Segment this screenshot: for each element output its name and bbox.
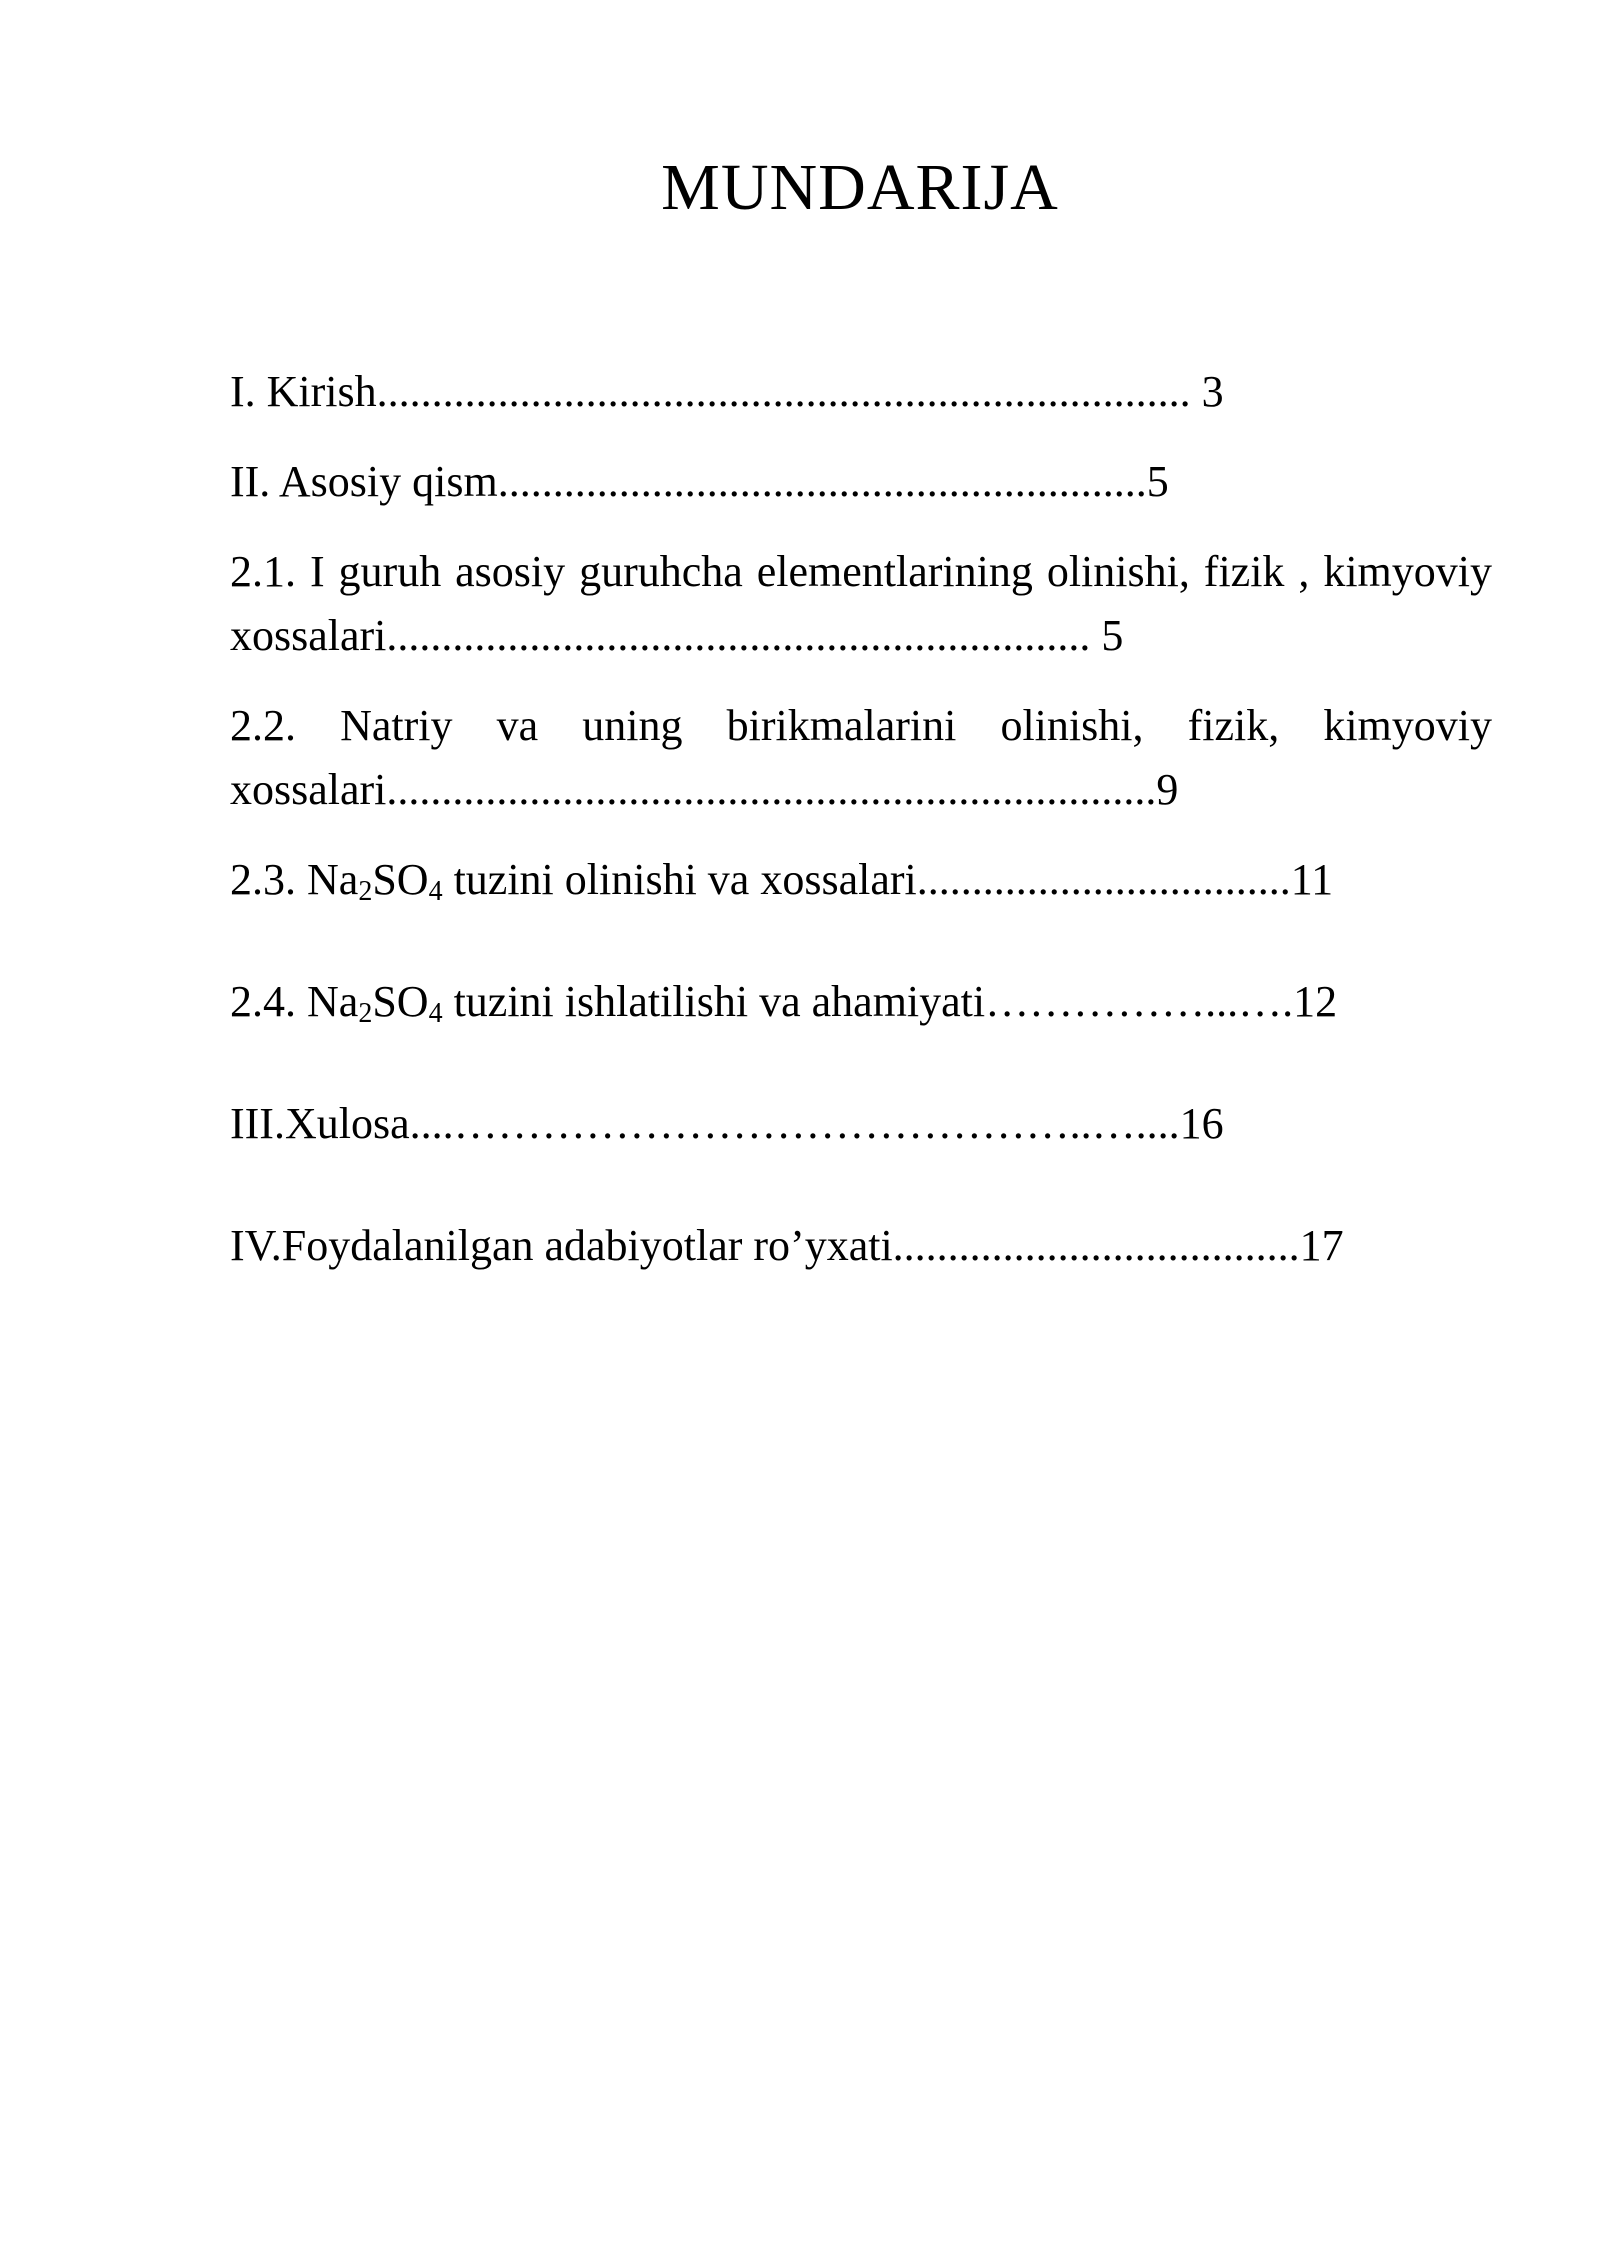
toc-entry-2-2: 2.2. Natriy va uning birikmalarini olinishi, fizik, kimyoviy xossalari......................................................................9 — [230, 701, 1492, 814]
toc-entry-2-4-mid: SO — [372, 977, 429, 1026]
toc-entry-adabiyotlar: IV.Foydalanilgan adabiyotlar ro’yxati.....................................17 — [230, 1221, 1344, 1270]
toc-entry-2-4 — [230, 970, 1492, 1034]
toc-entry-kirish: I. Kirish.......................................................................... 3 — [230, 367, 1224, 416]
toc-entry-xulosa: III.Xulosa....……………………………………..…....16 — [230, 1099, 1224, 1148]
toc-entry-2-4-prefix: 2.4. Na — [230, 977, 359, 1026]
toc-entry-2-4-subscript-1: 2 — [358, 998, 373, 1029]
toc-entry-2-1: 2.1. I guruh asosiy guruhcha elementlarining olinishi, fizik , kimyoviy xossalari................................................................ 5 — [230, 547, 1492, 660]
toc-entry-2-3-prefix: 2.3. Na — [230, 855, 359, 904]
toc-entry-2-3-subscript-2: 4 — [428, 876, 443, 907]
page-title: MUNDARIJA — [661, 151, 1059, 224]
toc-entry-2-3-suffix: tuzini olinishi va xossalari..................................11 — [442, 855, 1334, 904]
toc-entry-2-4-suffix: tuzini ishlatilishi va ahamiyati……………...….12 — [442, 977, 1338, 1026]
toc-entry-2-3-mid: SO — [372, 855, 429, 904]
toc-entry-2-4-subscript-2: 4 — [428, 998, 443, 1029]
toc-entry-2-3-subscript-1: 2 — [358, 876, 373, 907]
table-of-contents — [230, 360, 1492, 1278]
toc-entry-2-3 — [230, 848, 1492, 912]
toc-entry-asosiy-qism: II. Asosiy qism...........................................................5 — [230, 457, 1169, 506]
